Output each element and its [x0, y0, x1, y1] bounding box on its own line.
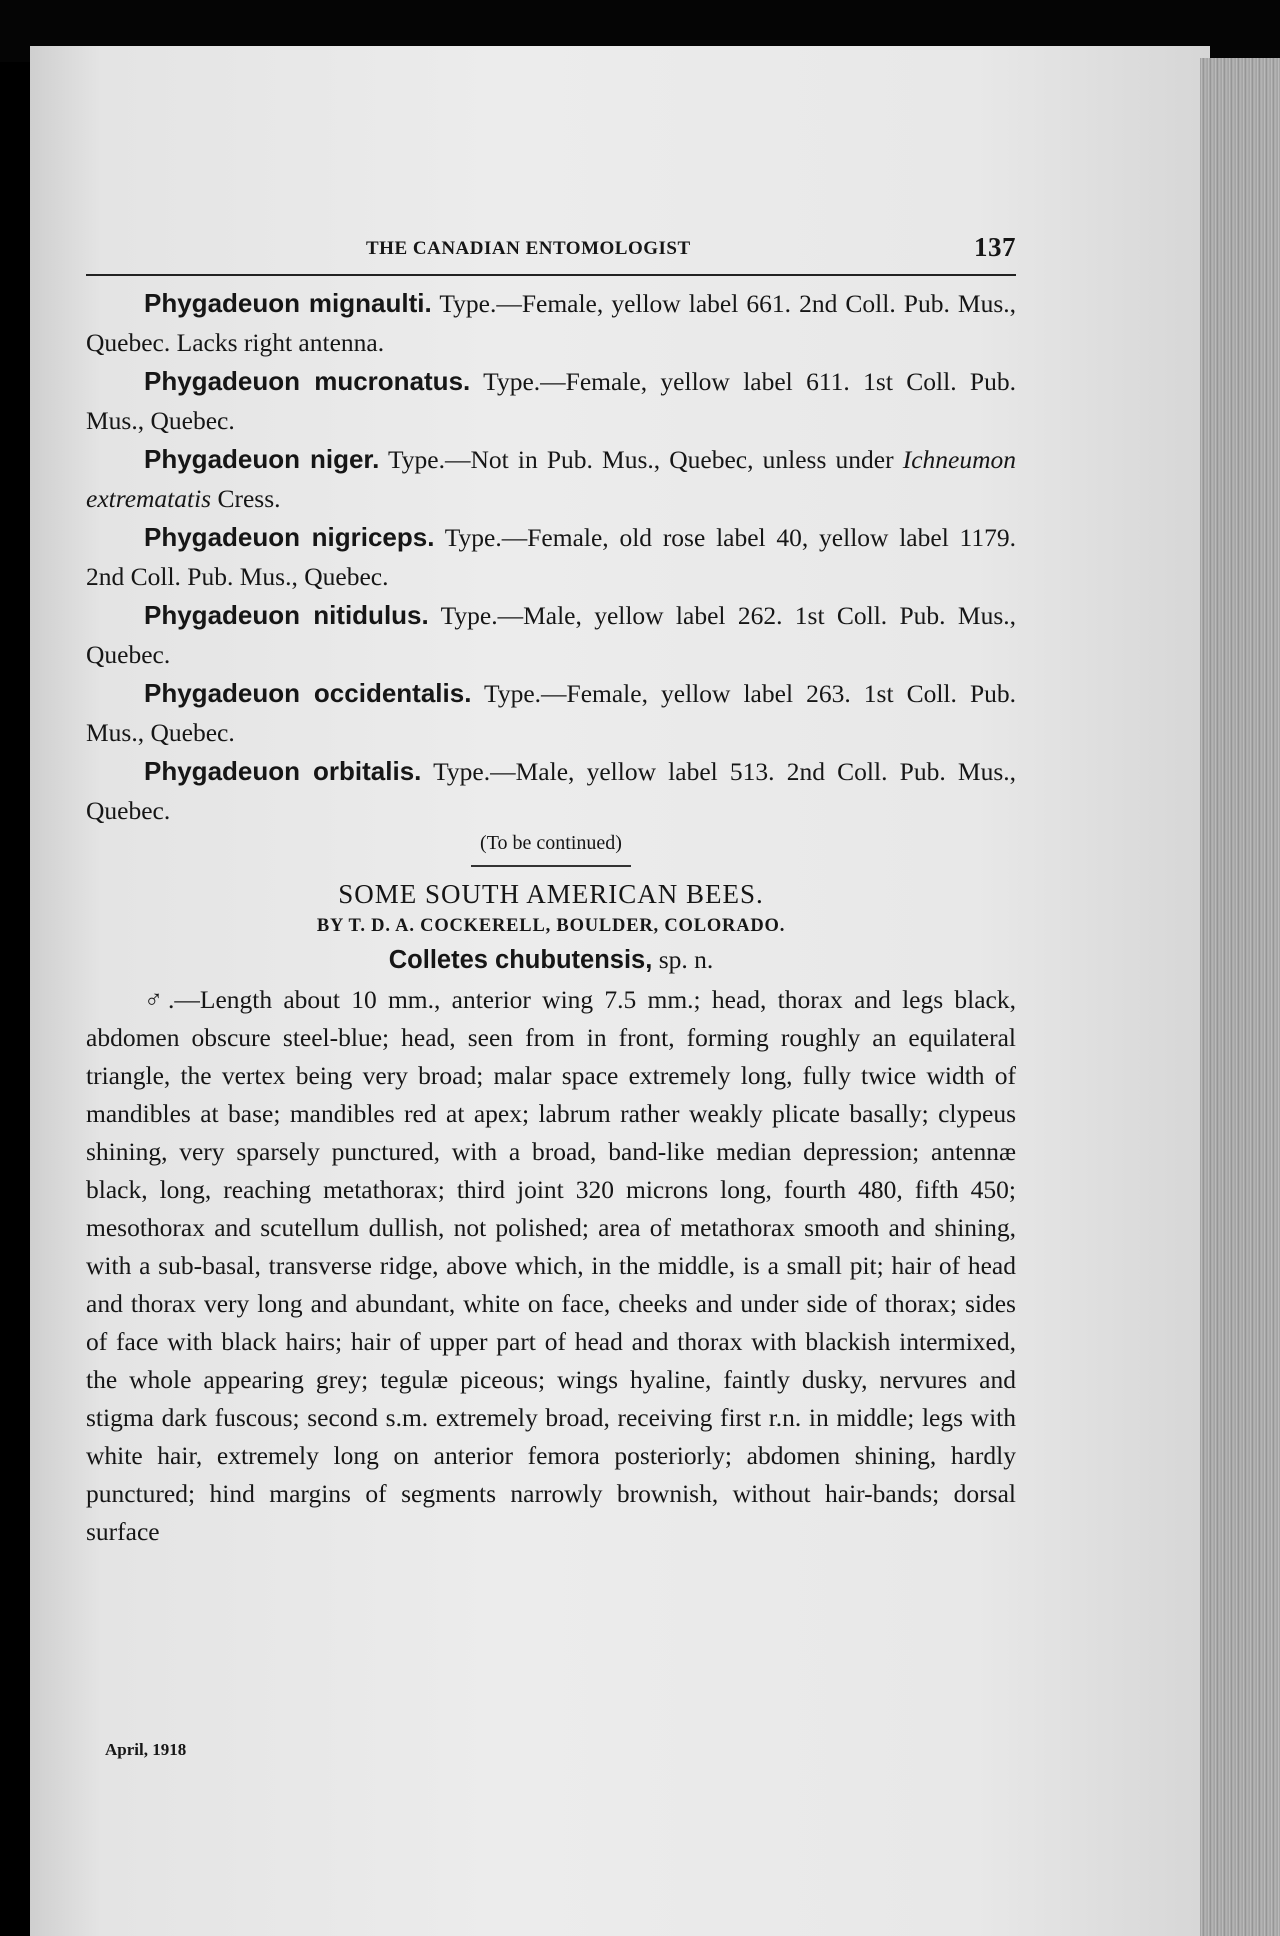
entry-text: Type.—Female, yellow label 611. 1st Coll. Pub. Mus., Quebec. [86, 367, 1016, 435]
journal-title: THE CANADIAN ENTOMOLOGIST [366, 238, 691, 259]
page-number: 137 [974, 232, 1016, 262]
entry-name: Phygadeuon occidentalis. [144, 678, 472, 708]
article-title: SOME SOUTH AMERICAN BEES. [338, 879, 764, 909]
entry [86, 596, 1016, 674]
running-head [86, 232, 1016, 268]
entry [86, 362, 1016, 440]
entry-name: Phygadeuon niger. [144, 444, 380, 474]
entry-text: Type.—Female, yellow label 263. 1st Coll. Pub. Mus., Quebec. [86, 679, 1017, 747]
entry-text: Type.—Male, yellow label 262. 1st Coll. Pub. Mus., Quebec. [86, 601, 1016, 669]
species-name: Colletes chubutensis, [388, 946, 653, 974]
continued-note: (To be continued) [480, 832, 622, 854]
entry-name: Phygadeuon mignaulti. [144, 288, 432, 318]
entry-name: Phygadeuon orbitalis. [144, 756, 422, 786]
entry-name: Phygadeuon nitidulus. [144, 600, 429, 630]
species-heading [86, 945, 1016, 975]
entry [86, 752, 1016, 830]
species-description: ♂.—Length about 10 mm., anterior wing 7.5 mm.; head, thorax and legs black, abdomen obscure steel-blue; head, seen from in front, forming roughly an equilateral triangle, the vertex being very broad; malar space extremely long, fully twice width of mandibles at base; mandibles red at apex; labrum rather weakly plicate basally; clypeus shining, very sparsely punctured, with a broad, band-like median depression; antennæ black, long, reaching metathorax; third joint 320 microns long, fourth 480, fifth 450; mesothorax and scutellum dullish, not polished; area of metathorax smooth and shining, with a sub-basal, transverse ridge, above which, in the middle, is a small pit; hair of head and thorax very long and abundant, white on face, cheeks and under side of thorax; sides of face with black hairs; hair of upper part of head and thorax with blackish intermixed, the whole appearing grey; tegulæ piceous; wings hyaline, faintly dusky, nervures and stigma dark fuscous; second s.m. extremely broad, receiving first r.n. in middle; legs with white hair, extremely long on anterior femora posteriorly; abdomen shining, hardly punctured; hind margins of segments narrowly brownish, without hair-bands; dorsal surface [86, 985, 1016, 1546]
entry-text: Type.—Male, yellow label 513. 2nd Coll. Pub. Mus., Quebec. [86, 757, 1016, 825]
page-stack-edge [1200, 58, 1280, 1936]
entry-name: Phygadeuon mucronatus. [144, 366, 471, 396]
entry-italic: Ichneumon extrematatis [86, 445, 1016, 513]
page-text [86, 232, 1016, 1551]
section-divider [471, 865, 631, 867]
entry [86, 674, 1016, 752]
entry-text: Type.—Not in Pub. Mus., Quebec, unless under [388, 445, 894, 474]
entry-name: Phygadeuon nigriceps. [144, 522, 435, 552]
entry [86, 518, 1016, 596]
entry-text-after: Cress. [217, 483, 281, 513]
article [86, 879, 1016, 1551]
issue-date: April, 1918 [105, 1740, 187, 1759]
entry [86, 284, 1016, 362]
species-suffix: sp. n. [658, 945, 714, 974]
entry-text: Type.—Female, old rose label 40, yellow label 1179. 2nd Coll. Pub. Mus., Quebec. [86, 523, 1016, 591]
header-rule [86, 274, 1016, 276]
article-byline: BY T. D. A. COCKERELL, BOULDER, COLORADO. [316, 916, 786, 936]
entry-text: Type.—Female, yellow label 661. 2nd Coll. Pub. Mus., Quebec. Lacks right antenna. [86, 289, 1016, 357]
entry [86, 440, 1016, 518]
entry-list [86, 284, 1016, 830]
